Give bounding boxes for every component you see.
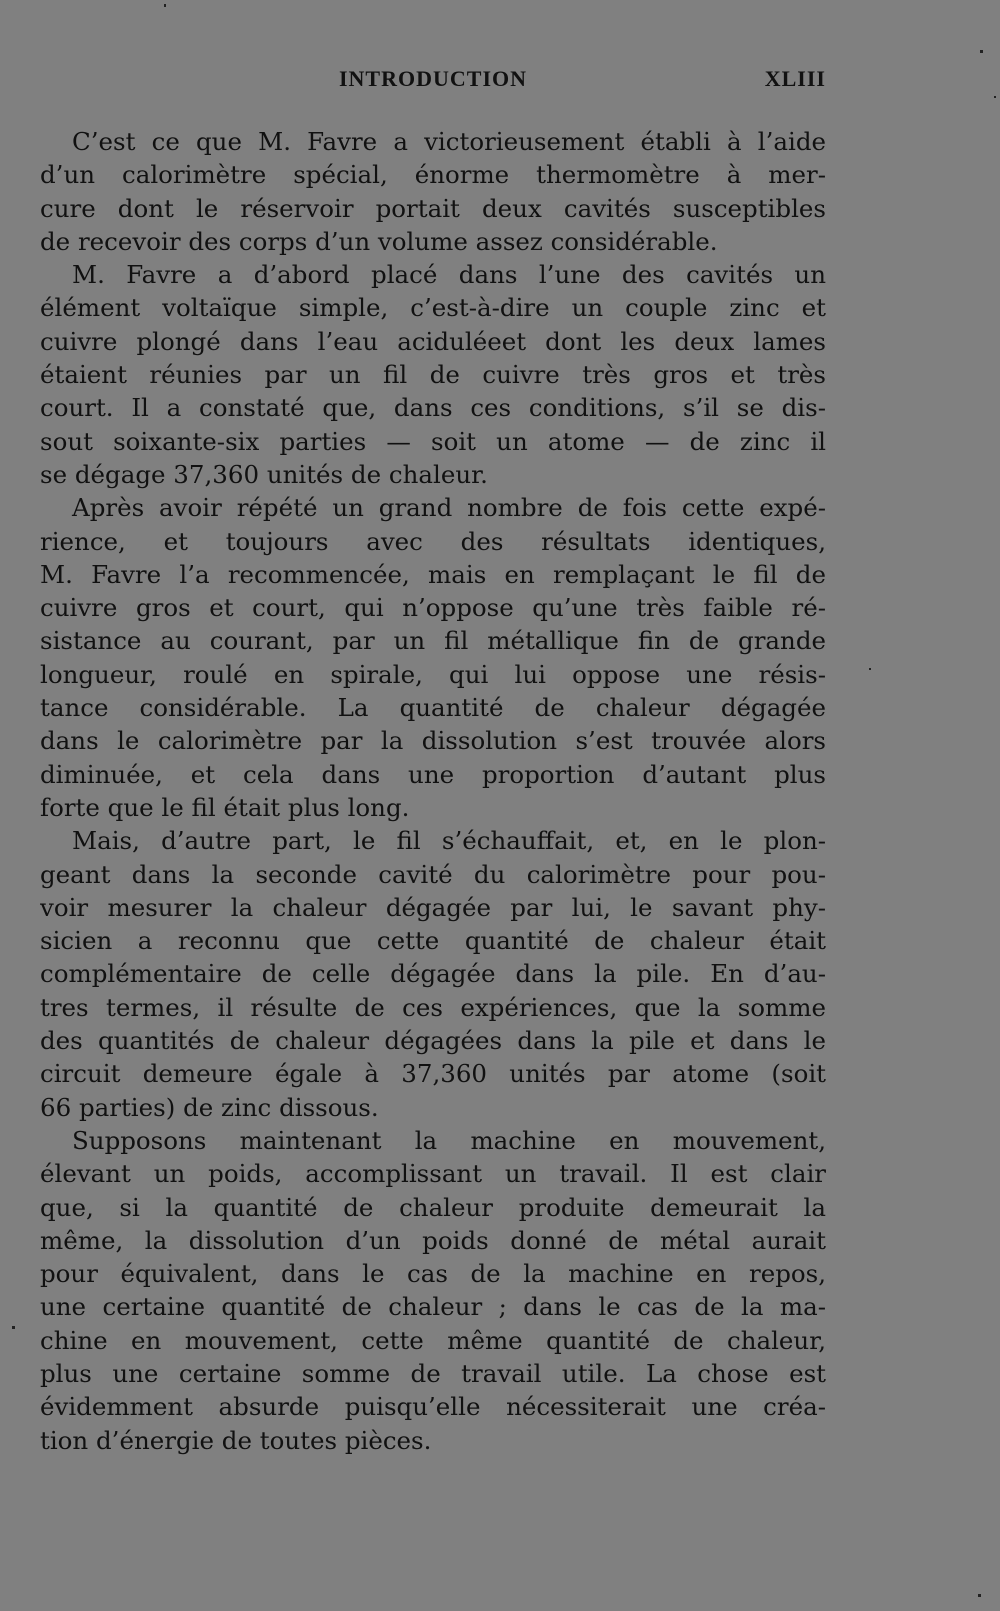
text-line: dans le calorimètre par la dissolution s’est trouvée alors <box>40 726 826 756</box>
text-line: C’est ce que M. Favre a victorieusement établi à l’aide <box>72 127 826 156</box>
paragraph <box>40 491 826 824</box>
scan-speck <box>978 1594 981 1597</box>
text-line: sistance au courant, par un fil métallique fin de grande <box>40 626 826 656</box>
scan-speck <box>12 1326 15 1329</box>
text-line: complémentaire de celle dégagée dans la pile. En d’au- <box>40 959 826 989</box>
paragraph <box>40 258 826 491</box>
paragraph <box>40 1124 826 1457</box>
page-header <box>40 66 826 96</box>
text-line: geant dans la seconde cavité du calorimètre pour pou- <box>40 859 826 889</box>
text-line: M. Favre a d’abord placé dans l’une des cavités un <box>72 260 826 290</box>
text-line: sout soixante-six parties — soit un atome — de zinc il <box>40 426 826 456</box>
text-line: forte que le fil était plus long. <box>40 792 410 822</box>
text-line: chine en mouvement, cette même quantité de chaleur, <box>40 1325 826 1355</box>
text-line: court. Il a constaté que, dans ces conditions, s’il se dis- <box>40 393 826 423</box>
body-text <box>40 125 826 1457</box>
text-line: diminuée, et cela dans une proportion d’autant plus <box>40 759 826 789</box>
scan-speck <box>164 4 166 7</box>
running-head: INTRODUCTION <box>338 66 528 91</box>
text-line: cuivre gros et court, qui n’oppose qu’une très faible ré- <box>40 593 826 623</box>
text-line: élément voltaïque simple, c’est-à-dire un couple zinc et <box>40 293 826 323</box>
text-line: circuit demeure égale à 37,360 unités par atome (soit <box>40 1059 826 1089</box>
text-line: d’un calorimètre spécial, énorme thermomètre à mer- <box>40 160 826 190</box>
text-line: Mais, d’autre part, le fil s’échauffait, et, en le plon- <box>72 826 826 856</box>
text-line: que, si la quantité de chaleur produite demeurait la <box>40 1192 826 1222</box>
text-line: étaient réunies par un fil de cuivre très gros et très <box>40 360 826 390</box>
scan-speck <box>980 50 983 53</box>
text-line: tion d’énergie de toutes pièces. <box>40 1425 432 1455</box>
text-line: des quantités de chaleur dégagées dans la pile et dans le <box>40 1026 826 1056</box>
text-line: tance considérable. La quantité de chaleur dégagée <box>40 693 826 723</box>
scan-speck <box>869 668 871 670</box>
text-line: Supposons maintenant la machine en mouvement, <box>72 1125 826 1155</box>
text-line: évidemment absurde puisqu’elle nécessiterait une créa- <box>40 1392 826 1422</box>
text-line: voir mesurer la chaleur dégagée par lui, le savant phy- <box>40 892 826 922</box>
text-line: M. Favre l’a recommencée, mais en remplaçant le fil de <box>40 559 826 589</box>
text-line: pour équivalent, dans le cas de la machine en repos, <box>40 1259 826 1289</box>
scan-speck <box>994 96 996 98</box>
text-line: 66 parties) de zinc dissous. <box>40 1092 379 1122</box>
paragraph <box>40 125 826 258</box>
text-line: longueur, roulé en spirale, qui lui oppose une résis- <box>40 659 826 689</box>
text-line: même, la dissolution d’un poids donné de métal aurait <box>40 1225 826 1255</box>
text-line: une certaine quantité de chaleur ; dans le cas de la ma- <box>40 1292 826 1322</box>
text-line: élevant un poids, accomplissant un travail. Il est clair <box>40 1159 826 1189</box>
text-line: cuivre plongé dans l’eau aciduléeet dont les deux lames <box>40 326 826 356</box>
text-line: Après avoir répété un grand nombre de fois cette expé- <box>72 493 826 523</box>
text-line: sicien a reconnu que cette quantité de chaleur était <box>40 926 826 956</box>
paragraph <box>40 824 826 1124</box>
text-line: de recevoir des corps d’un volume assez considérable. <box>40 226 718 256</box>
text-line: tres termes, il résulte de ces expériences, que la somme <box>40 992 826 1022</box>
page-number: XLIII <box>764 66 826 91</box>
text-line: plus une certaine somme de travail utile. La chose est <box>40 1358 826 1388</box>
text-line: cure dont le réservoir portait deux cavités susceptibles <box>40 193 826 223</box>
text-line: se dégage 37,360 unités de chaleur. <box>40 459 488 489</box>
text-line: rience, et toujours avec des résultats identiques, <box>40 526 826 556</box>
